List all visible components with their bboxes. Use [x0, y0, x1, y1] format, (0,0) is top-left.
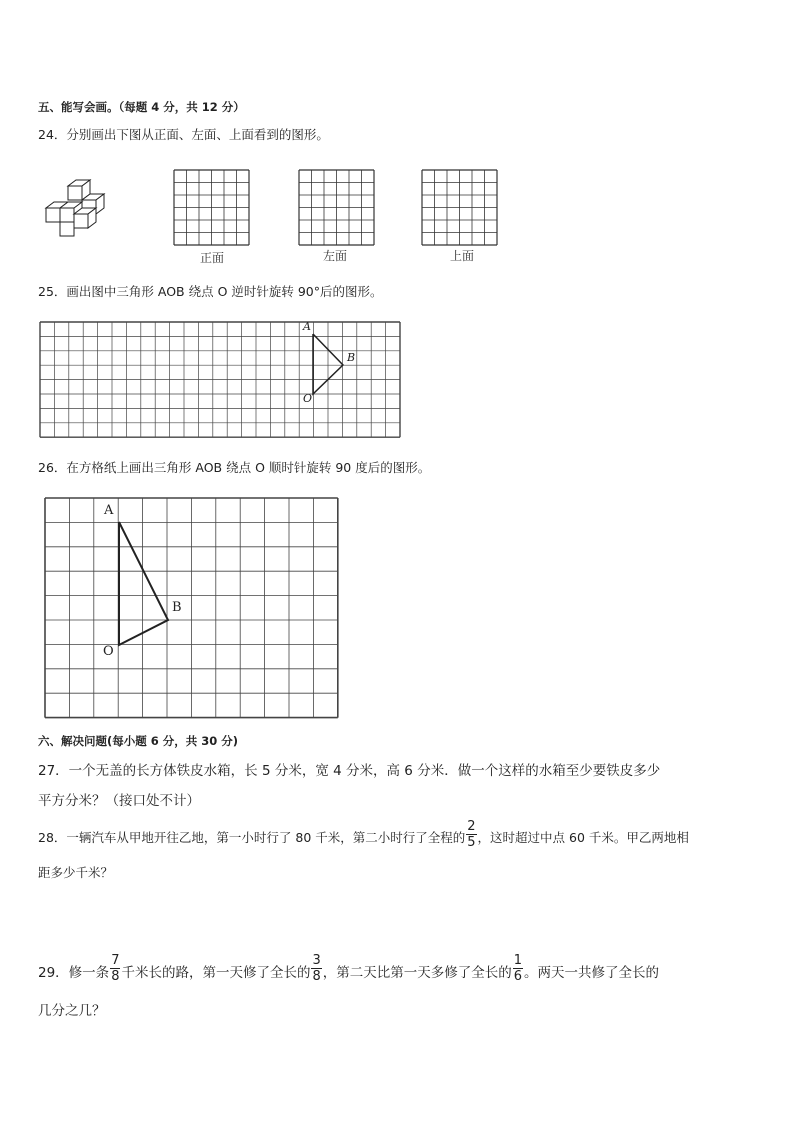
- question-28-line-2: 距多少千米？: [38, 865, 114, 880]
- cube-stack-figure: [44, 178, 124, 242]
- question-27-line-1: 27．一个无盖的长方体铁皮水箱，长 5 分米，宽 4 分米，高 6 分米．做一个这样的水箱至少要铁皮多少: [38, 763, 661, 779]
- q28-text-part-1: 28．一辆汽车从甲地开往乙地，第一小时行了 80 千米，第二小时行了全程的: [38, 829, 466, 845]
- q26-point-o-label: O: [103, 644, 114, 659]
- q25-point-o-label: O: [303, 392, 313, 405]
- section-5-heading: 五、能写会画。（每题 4 分，共 12 分）: [38, 100, 245, 114]
- q29-text-part-4: 。两天一共修了全长的: [524, 964, 660, 981]
- section-6-heading: 六、解决问题(每小题 6 分，共 30 分): [38, 734, 239, 748]
- q29-fraction-1-denominator: 8: [111, 969, 120, 984]
- q29-fraction-2-numerator: 3: [312, 953, 321, 968]
- top-view-grid: [422, 170, 498, 246]
- q25-point-a-label: A: [303, 320, 311, 333]
- q29-fraction-3-numerator: 1: [513, 953, 523, 968]
- q28-fraction-numerator: 2: [467, 819, 476, 834]
- q29-text-part-1: 29．修一条: [38, 964, 110, 981]
- question-29-line-1: [38, 953, 660, 985]
- q29-fraction-1: [110, 954, 120, 983]
- q29-fraction-2-denominator: 8: [312, 969, 321, 984]
- question-28-line-1: [38, 819, 689, 851]
- front-view-grid: [174, 170, 250, 246]
- q29-fraction-2: [311, 954, 321, 983]
- left-view-label: 左面: [323, 249, 348, 263]
- q29-fraction-3-denominator: 6: [513, 969, 523, 984]
- q29-fraction-1-numerator: 7: [111, 953, 120, 968]
- q26-point-a-label: A: [104, 503, 114, 518]
- front-view-label: 正面: [200, 251, 225, 265]
- question-24-text: 24．分别画出下图从正面、左面、上面看到的图形。: [38, 127, 329, 142]
- q26-point-b-label: B: [172, 600, 182, 615]
- question-29-line-2: 几分之几？: [38, 1003, 106, 1019]
- q29-text-part-3: ，第二天比第一天多修了全长的: [322, 964, 512, 981]
- q28-fraction-denominator: 5: [467, 835, 476, 850]
- left-view-grid: [299, 170, 375, 246]
- q25-point-b-label: B: [347, 351, 356, 364]
- q26-triangle-aob: [45, 498, 339, 718]
- question-26-text: 26．在方格纸上画出三角形 AOB 绕点 O 顺时针旋转 90 度后的图形。: [38, 460, 431, 475]
- q28-text-part-2: ，这时超过中点 60 千米。甲乙两地相: [477, 829, 689, 845]
- question-25-text: 25．画出图中三角形 AOB 绕点 O 逆时针旋转 90°后的图形。: [38, 284, 383, 299]
- q29-fraction-3: [513, 954, 523, 983]
- q29-text-part-2: 千米长的路，第一天修了全长的: [121, 964, 311, 981]
- top-view-label: 上面: [450, 249, 475, 263]
- q28-fraction: [466, 820, 476, 849]
- q25-triangle-aob: [40, 322, 402, 438]
- question-27-line-2: 平方分米？（接口处不计）: [38, 793, 200, 809]
